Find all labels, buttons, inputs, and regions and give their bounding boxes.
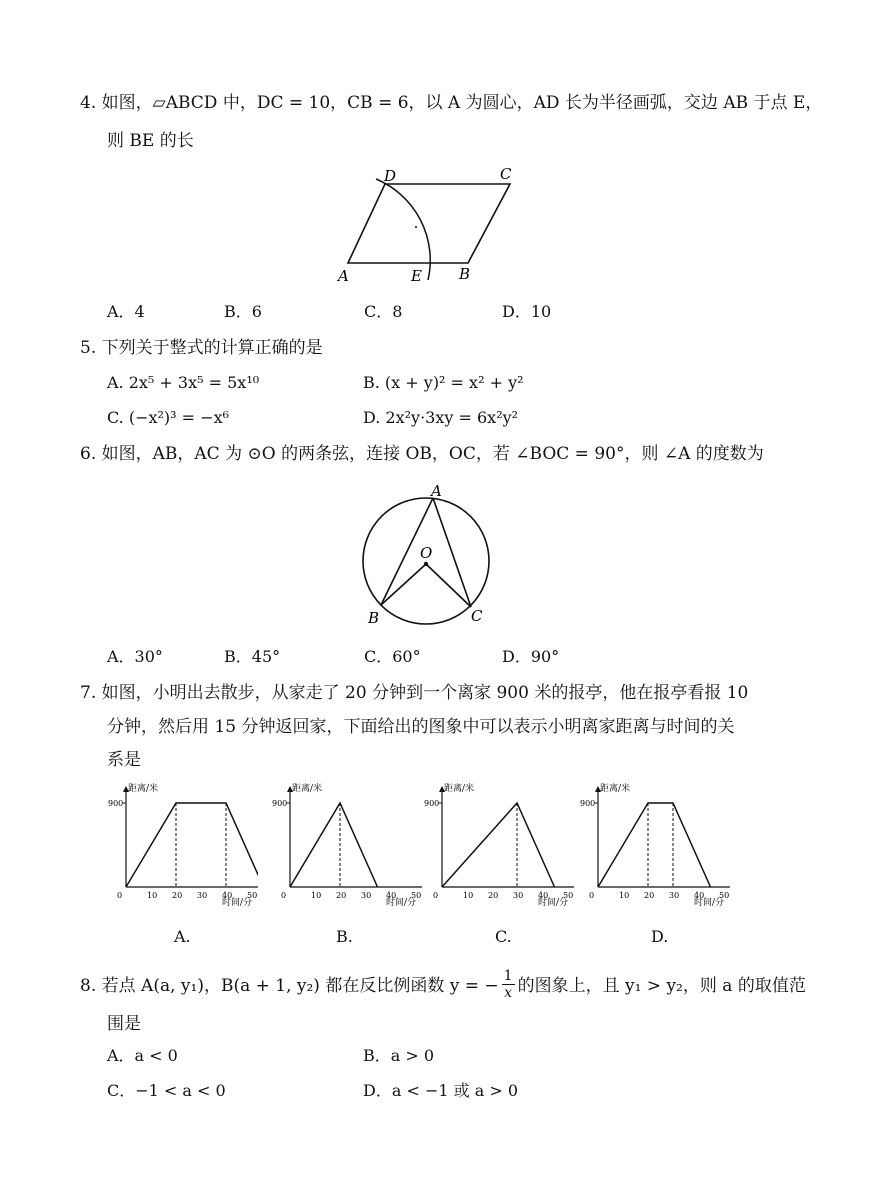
q6-number: 6. (80, 444, 97, 464)
q6-circle-figure (355, 478, 505, 632)
x-axis-label: 时间/分 (538, 898, 569, 908)
x-tick-label: 40 (386, 891, 397, 900)
q4-parallelogram-figure (330, 160, 530, 288)
y-axis-label: 距离/米 (128, 784, 159, 794)
x-tick-label: 30 (513, 891, 524, 900)
q4-option-c[interactable]: C．8 (364, 302, 403, 321)
label-d: D (384, 167, 397, 185)
y-axis-label: 距离/米 (292, 784, 323, 794)
q5-option-a[interactable]: A. 2x⁵ + 3x⁵ = 5x¹⁰ (107, 373, 260, 392)
q8-frac-den: x (504, 985, 513, 1001)
q8-frac-num: 1 (503, 968, 513, 984)
x-tick-label: 50 (411, 891, 422, 900)
segment-ob (381, 564, 426, 605)
x-tick-label: 20 (172, 891, 183, 900)
origin-label: 0 (589, 891, 595, 900)
y-tick-label-900: 900 (108, 799, 124, 808)
q7-caption-b[interactable]: B. (336, 927, 353, 946)
x-tick-label: 10 (147, 891, 158, 900)
origin-label: 0 (433, 891, 439, 900)
x-tick-label: 10 (619, 891, 630, 900)
q4-stem-line2: 则 BE 的长 (107, 131, 194, 151)
q8-stem-before: 若点 A(a, y₁)，B(a + 1, y₂) 都在反比例函数 y = − (101, 976, 499, 996)
label-e: E (411, 267, 422, 285)
y-tick-label-900: 900 (272, 799, 288, 808)
arc-de (376, 179, 430, 280)
q5-option-b[interactable]: B. (x + y)² = x² + y² (363, 373, 524, 392)
chord-ac (433, 498, 471, 607)
q7-stem-line2: 分钟，然后用 15 分钟返回家，下面给出的图象中可以表示小明离家距离与时间的关 (107, 717, 735, 737)
x-tick-label: 40 (694, 891, 705, 900)
label-c: C (471, 607, 483, 625)
q8-fraction (502, 968, 515, 1001)
label-b: B (368, 609, 380, 627)
distance-series-line (126, 803, 258, 887)
label-c: C (500, 165, 512, 183)
x-tick-label: 10 (463, 891, 474, 900)
q5-stem-line1 (80, 337, 323, 359)
q8-option-a[interactable]: A．a < 0 (107, 1046, 178, 1065)
distance-series-line (290, 803, 378, 887)
x-tick-label: 20 (488, 891, 499, 900)
q4-option-b[interactable]: B．6 (224, 302, 262, 321)
q5-option-d[interactable]: D. 2x²y·3xy = 6x²y² (363, 408, 519, 427)
q6-stem-line1 (80, 443, 764, 465)
distance-series-line (598, 803, 711, 887)
x-tick-label: 40 (222, 891, 233, 900)
q6-option-b[interactable]: B．45° (224, 647, 281, 666)
distance-time-graph (272, 778, 422, 913)
x-tick-label: 20 (644, 891, 655, 900)
distance-time-graph (580, 778, 730, 913)
x-tick-label: 50 (719, 891, 730, 900)
origin-label: 0 (117, 891, 123, 900)
q4-option-d[interactable]: D．10 (502, 302, 552, 321)
y-axis-label: 距离/米 (600, 784, 631, 794)
distance-time-graph (424, 778, 574, 913)
q8-stem-line2: 围是 (107, 1014, 141, 1034)
parallelogram-abcd (348, 184, 510, 263)
q6-option-c[interactable]: C．60° (364, 647, 421, 666)
q8-number: 8. (80, 976, 97, 996)
distance-series-line (442, 803, 555, 887)
center-dot (424, 562, 428, 566)
x-tick-label: 50 (247, 891, 258, 900)
x-axis-label: 时间/分 (222, 898, 253, 908)
q4-number: 4. (80, 93, 97, 113)
label-a: A (431, 482, 442, 500)
q7-stem-line1 (80, 682, 748, 704)
q7-caption-d[interactable]: D. (651, 927, 669, 946)
q8-option-d[interactable]: D．a < −1 或 a > 0 (363, 1081, 519, 1100)
small-dot (415, 226, 417, 228)
x-axis-label: 时间/分 (386, 898, 417, 908)
x-tick-label: 10 (311, 891, 322, 900)
y-tick-label-900: 900 (580, 799, 596, 808)
q8-option-c[interactable]: C．−1 < a < 0 (107, 1081, 226, 1100)
y-axis-label: 距离/米 (444, 784, 475, 794)
q6-option-d[interactable]: D．90° (502, 647, 560, 666)
q7-number: 7. (80, 683, 97, 703)
x-tick-label: 20 (336, 891, 347, 900)
origin-label: 0 (281, 891, 287, 900)
label-o: O (420, 544, 433, 562)
q8-stem-line1 (80, 970, 806, 1010)
x-tick-label: 50 (563, 891, 574, 900)
q4-option-a[interactable]: A．4 (107, 302, 145, 321)
q4-stem-text1: 如图，▱ABCD 中，DC = 10，CB = 6，以 A 为圆心，AD 长为半径画弧，交边 AB 于点 E， (101, 93, 823, 113)
x-axis-label: 时间/分 (694, 898, 725, 908)
q6-option-a[interactable]: A．30° (107, 647, 163, 666)
q8-option-b[interactable]: B．a > 0 (363, 1046, 435, 1065)
q7-caption-c[interactable]: C. (495, 927, 512, 946)
q8-stem-after: 的图象上，且 y₁ > y₂，则 a 的取值范 (517, 976, 806, 996)
q6-stem-text1: 如图，AB，AC 为 ⊙O 的两条弦，连接 OB，OC，若 ∠BOC = 90°，则 ∠A 的度数为 (101, 444, 764, 464)
q5-stem-text1: 下列关于整式的计算正确的是 (101, 338, 323, 358)
x-tick-label: 30 (669, 891, 680, 900)
label-a: A (338, 267, 349, 285)
q7-caption-a[interactable]: A. (174, 927, 191, 946)
x-tick-label: 30 (197, 891, 208, 900)
distance-time-graph (108, 778, 258, 913)
label-b: B (459, 265, 471, 283)
q5-number: 5. (80, 338, 97, 358)
y-tick-label-900: 900 (424, 799, 440, 808)
x-tick-label: 40 (538, 891, 549, 900)
q5-option-c[interactable]: C. (−x²)³ = −x⁶ (107, 408, 230, 427)
q4-stem-line1 (80, 92, 822, 114)
x-tick-label: 30 (361, 891, 372, 900)
q7-stem-text1: 如图，小明出去散步，从家走了 20 分钟到一个离家 900 米的报亭，他在报亭看报 10 (101, 683, 749, 703)
q7-stem-line3: 系是 (107, 750, 141, 770)
